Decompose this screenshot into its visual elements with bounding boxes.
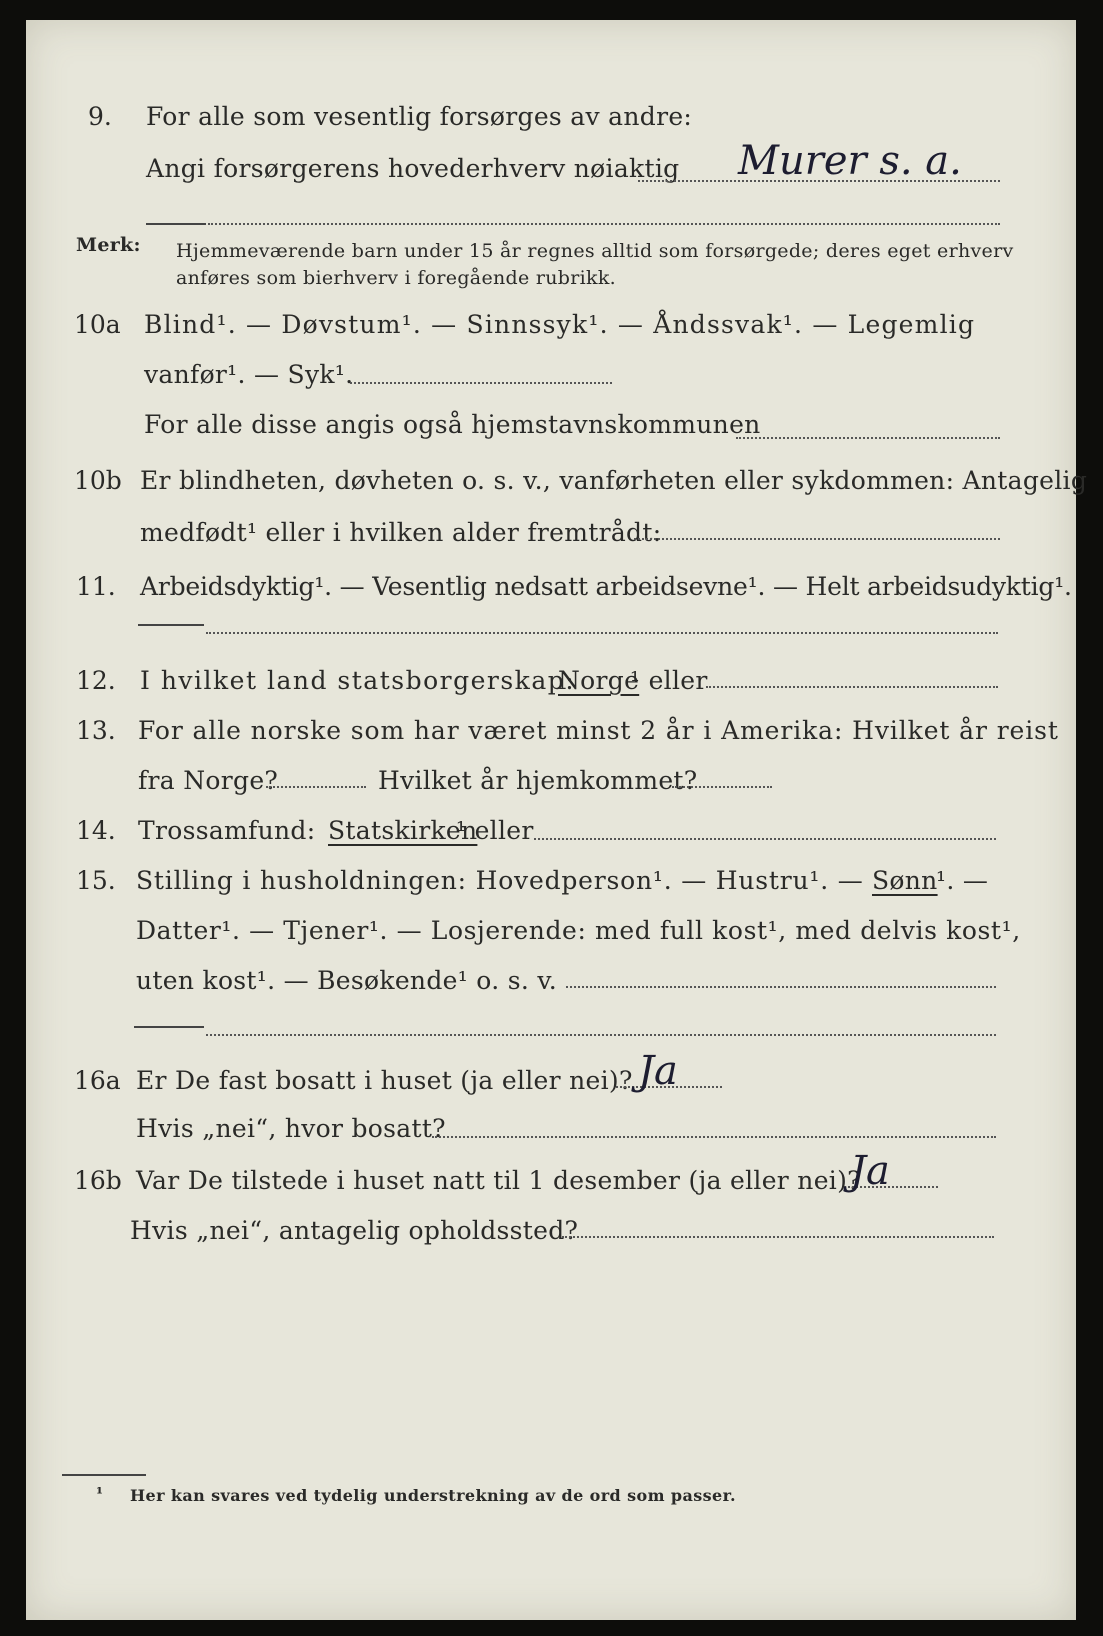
q10a-kommune-line[interactable] (736, 437, 1000, 439)
q13-line2b: Hvilket år hjemkommet? (378, 766, 698, 795)
q15-line2: Datter¹. — Tjener¹. — Losjerende: med full kost¹, med delvis kost¹, (136, 916, 1021, 945)
footnote-rule (62, 1474, 146, 1476)
q11-number: 11. (76, 572, 116, 601)
q9-line2: Angi forsørgerens hovederhverv nøiaktig (146, 154, 680, 183)
q16b-handwritten-answer: Ja (850, 1148, 890, 1194)
footnote-mark: ¹ (96, 1484, 104, 1503)
q11-line1: Arbeidsdyktig¹. — Vesentlig nedsatt arbeidsevne¹. — Helt arbeidsudyktig¹. (140, 572, 1072, 601)
q16a-line2: Hvis „nei“, hvor bosatt? (136, 1114, 446, 1143)
q14-suffix: ¹ eller (456, 816, 534, 845)
q9-handwritten-answer: Murer s. a. (738, 138, 962, 184)
q10a-line3: For alle disse angis også hjemstavnskommunen (144, 410, 761, 439)
q16b-opholdssted-line[interactable] (562, 1236, 994, 1238)
merk-line1: Hjemmeværende barn under 15 år regnes alltid som forsørgede; deres eget erhverv (176, 240, 1014, 262)
q14-answer-line[interactable] (534, 838, 996, 840)
q13-hjemkommet-line[interactable] (672, 786, 772, 788)
q13-reist-line[interactable] (266, 786, 366, 788)
q11-rule (138, 624, 204, 626)
q10a-line1: Blind¹. — Døvstum¹. — Sinnssyk¹. — Åndssvak¹. — Legemlig (144, 310, 976, 339)
q16b-number: 16b (74, 1166, 122, 1195)
q13-line1: For alle norske som har været minst 2 år i Amerika: Hvilket år reist (138, 716, 1059, 745)
q15-line1a: Stilling i husholdningen: Hovedperson¹. — Hustru¹. — (136, 866, 864, 895)
q10b-answer-line[interactable] (634, 538, 1000, 540)
q16a-handwritten-answer: Ja (638, 1048, 678, 1094)
q14-underlined-statskirken: Statskirken (328, 816, 478, 845)
q12-number: 12. (76, 666, 116, 695)
q11-answer-line[interactable] (206, 632, 998, 634)
q10a-syk-line[interactable] (350, 382, 612, 384)
q12-suffix: ¹ eller (630, 666, 708, 695)
q15-line1c: ¹. — (936, 866, 989, 895)
q16a-number: 16a (74, 1066, 121, 1095)
q16b-line2: Hvis „nei“, antagelig opholdssted? (130, 1216, 579, 1245)
q12-answer-line[interactable] (706, 686, 998, 688)
q15-answer-line[interactable] (566, 986, 996, 988)
merk-label: Merk: (76, 234, 141, 256)
q9-rule (146, 223, 206, 225)
q15-number: 15. (76, 866, 116, 895)
q14-number: 14. (76, 816, 116, 845)
q12-prefix: I hvilket land statsborgerskap: (140, 666, 576, 695)
q16a-line1: Er De fast bosatt i huset (ja eller nei)? (136, 1066, 633, 1095)
q9-number: 9. (88, 102, 112, 131)
q12-underlined-norge: Norge (558, 666, 640, 695)
q15-extra-line[interactable] (206, 1034, 996, 1036)
q10b-number: 10b (74, 466, 122, 495)
census-form-page (26, 20, 1088, 1620)
q15-line3: uten kost¹. — Besøkende¹ o. s. v. (136, 966, 558, 995)
q16a-bosatt-line[interactable] (432, 1136, 996, 1138)
q9-extra-line[interactable] (208, 223, 1000, 225)
q15-underlined-sonn: Sønn (872, 866, 938, 895)
merk-line2: anføres som bierhverv i foregående rubrikk. (176, 267, 616, 289)
q14-prefix: Trossamfund: (138, 816, 316, 845)
q10b-line1: Er blindheten, døvheten o. s. v., vanførheten eller sykdommen: Antagelig (140, 466, 1088, 495)
q16b-line1: Var De tilstede i huset natt til 1 desember (ja eller nei)? (136, 1166, 861, 1195)
q15-rule (134, 1026, 204, 1028)
q13-number: 13. (76, 716, 116, 745)
q9-line1: For alle som vesentlig forsørges av andre: (146, 102, 693, 131)
q10b-line2: medfødt¹ eller i hvilken alder fremtrådt: (140, 518, 662, 547)
q10a-line2: vanfør¹. — Syk¹. (144, 360, 354, 389)
q10a-number: 10a (74, 310, 121, 339)
footnote-text: Her kan svares ved tydelig understrekning av de ord som passer. (130, 1486, 736, 1505)
q13-line2a: fra Norge? (138, 766, 279, 795)
